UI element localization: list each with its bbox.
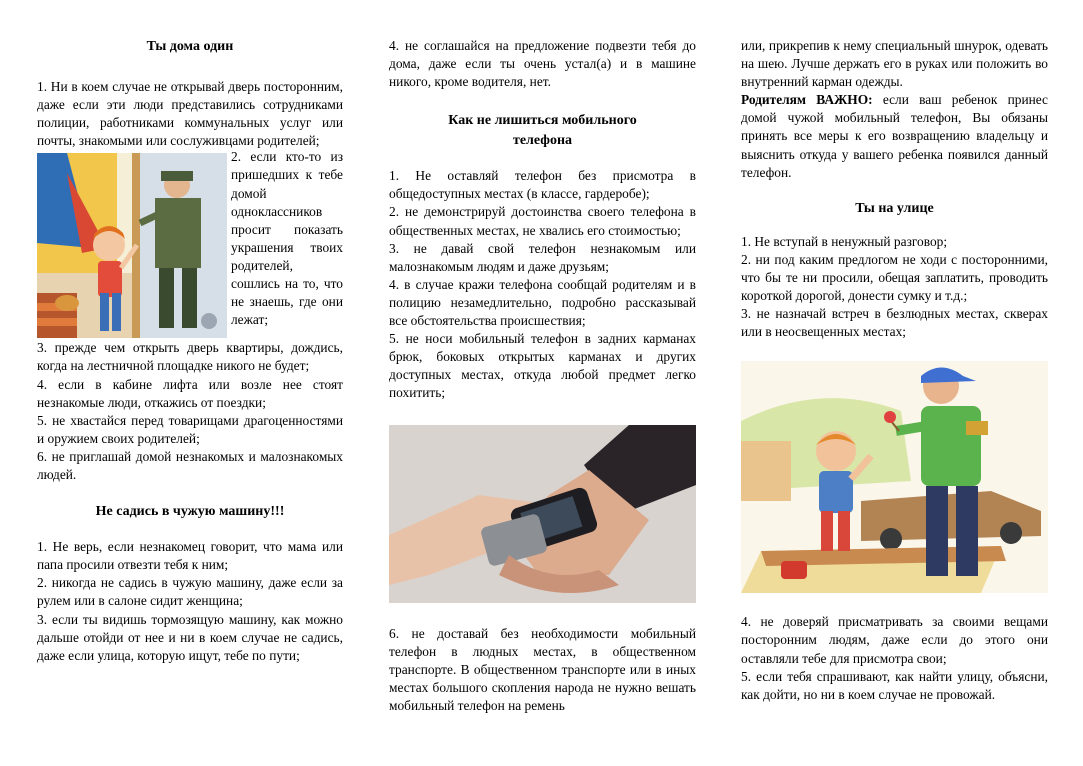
phone-rule-4: 4. в случае кражи телефона сообщай родителям и в полицию незамедлительно, подробно рассказывай все обстоятельства происшествия; (389, 276, 696, 329)
section-title-strange-car: Не садись в чужую машину!!! (95, 504, 285, 520)
stranger-candy-illustration (741, 361, 1048, 593)
street-rule-5: 5. если тебя спрашивают, как найти улицу, объясни, как дойти, но ни в коем случае не провожай. (741, 668, 1048, 702)
parents-note-text: если ваш ребенок принес домой чужой мобильный телефон, Вы обязаны принять все меры к его возвращению владельцу и выяснить откуда у вашего ребенка появился данный телефон. (741, 92, 1049, 180)
phone-rule-2: 2. не демонстрируй достоинства своего телефона в общественных местах, не хвались его стоимостью; (389, 204, 696, 238)
section-title-on-street: Ты на улице (855, 200, 934, 216)
home-rule-1: 1. Ни в коем случае не открывай дверь посторонним, даже если эти люди представились сотрудниками полиции, работниками коммунальных услуг или почты, знакомыми или сослуживцами родителей; (37, 79, 343, 149)
column-right (741, 0, 1048, 704)
street-rule-4: 4. не доверяй присматривать за своими вещами посторонним людям, даже если до этого они оставляли тебе для присмотра свои; (741, 614, 1048, 666)
car-rule-2: 2. никогда не садись в чужую машину, даже если за рулем или в салоне сидит женщина; (37, 575, 343, 609)
home-rule-2-block (37, 149, 343, 339)
home-rule-5: 5. не хвастайся перед товарищами драгоценностями и оружием своих родителей; (37, 412, 343, 446)
car-rule-4: 4. не соглашайся на предложение подвезти тебя до дома, даже если ты очень устал(а) и в машине никого, кроме водителя, нет. (389, 38, 696, 90)
parents-note-label: Родителям ВАЖНО: (741, 92, 873, 108)
street-rule-2: 2. ни под каким предлогом не ходи с посторонними, что бы те ни просили, обещая заплатить, проводить короткой дорогой, донести сумку и т.д.; (741, 251, 1048, 304)
section-title-mobile-phone: Как не лишиться мобильного телефона (448, 113, 637, 149)
section-title-home-alone: Ты дома один (146, 39, 234, 54)
phone-rule-6: 6. не доставай без необходимости мобильный телефон в людных местах, в общественном транспорте. В общественном транспорте или в иных местах большого скопления народа не нужно вешать мобильный телефон на ремень (389, 625, 696, 713)
parents-note (741, 91, 1048, 181)
column-middle (389, 0, 696, 715)
street-rule-1: 1. Не вступай в ненужный разговор; (741, 233, 948, 249)
hands-phone-photo (389, 425, 696, 603)
column-left (37, 0, 343, 665)
home-rule-6: 6. не приглашай домой незнакомых и малознакомых людей. (37, 448, 343, 483)
home-rule-3: 3. прежде чем открыть дверь квартиры, дождись, когда на лестничной площадке никого не будет; (37, 340, 343, 374)
phone-rule-6-continued: или, прикрепив к нему специальный шнурок, одевать на шею. Лучше держать его в руках или положить во внутренний карман одежды. (741, 38, 1048, 90)
phone-rule-1: 1. Не оставляй телефон без присмотра в общедоступных местах (в классе, гардеробе); (389, 168, 696, 202)
phone-rule-3: 3. не давай свой телефон незнакомым или малознакомым людям и даже друзьям; (389, 240, 696, 274)
car-rule-3: 3. если ты видишь тормозящую машину, как можно дальше отойди от нее и ни в коем случае не садись, даже если улица, которую ищут, тебе по пути; (37, 611, 343, 663)
phone-rule-5: 5. не носи мобильный телефон в задних карманах брюк, боковых открытых карманах и других доступных местах, откуда любой предмет легко похитить; (389, 331, 696, 401)
car-rule-1: 1. Не верь, если незнакомец говорит, что мама или папа просили отвезти тебя к ним; (37, 539, 343, 573)
home-rule-4: 4. если в кабине лифта или возле нее стоят незнакомые люди, откажись от поездки; (37, 376, 343, 410)
street-rule-3: 3. не назначай встреч в безлюдных местах, скверах или в неосвещенных местах; (741, 306, 1048, 340)
child-at-door-illustration (37, 153, 227, 338)
home-rule-2: 2. если кто-то из пришедших к тебе домой одноклассников просит показать украшения твоих родителей, сошлись на то, что не знаешь, где они лежат; (231, 149, 343, 328)
